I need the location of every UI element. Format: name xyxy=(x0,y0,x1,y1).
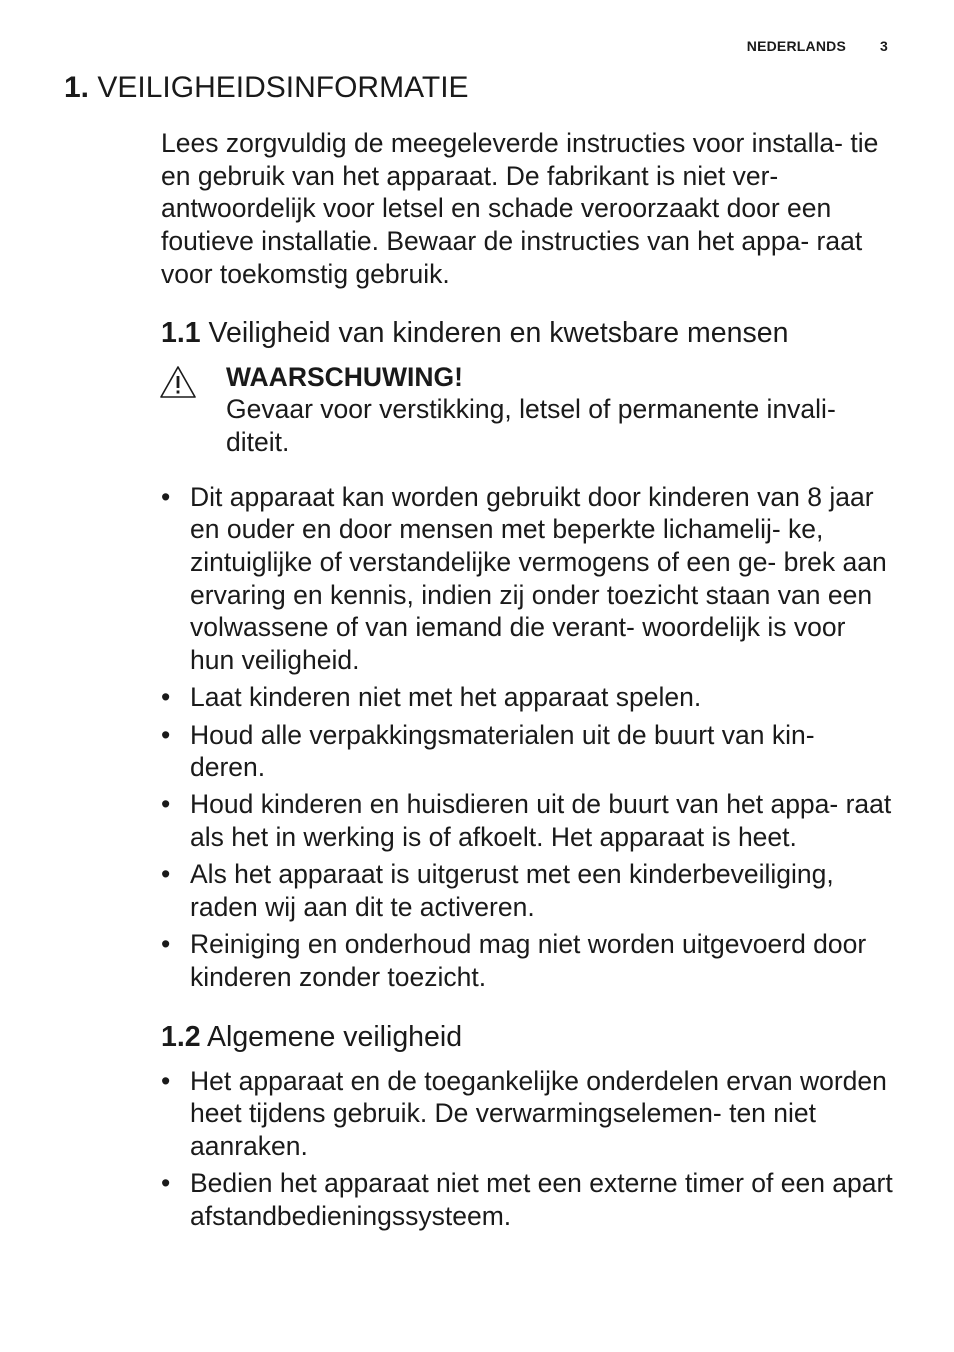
page-number: 3 xyxy=(880,38,888,54)
list-item-text: Houd kinderen en huisdieren uit de buurt van het appa- raat als het in werking is of afkoelt. Het apparaat is heet. xyxy=(190,789,892,853)
chapter-number: 1. xyxy=(64,71,90,104)
list-item-text: Het apparaat en de toegankelijke onderdelen ervan worden heet tijdens gebruik. De verwarmingselemen- ten niet aanraken. xyxy=(190,1065,887,1162)
page-header xyxy=(747,38,888,54)
list-item: • Laat kinderen niet met het apparaat spelen. xyxy=(161,682,702,713)
list-item: • Reiniging en onderhoud mag niet worden uitgevoerd door kinderen zonder toezicht. xyxy=(161,929,867,992)
section-title xyxy=(161,1020,896,1054)
section-child-safety xyxy=(161,316,896,994)
list-item: • Bedien het apparaat niet met een externe timer of een apart afstandbedieningssysteem. xyxy=(161,1168,893,1231)
list-item: • Houd kinderen en huisdieren uit de buurt van het appa- raat als het in werking is of afkoelt. Het apparaat is heet. xyxy=(161,789,892,853)
warning-box xyxy=(161,361,896,459)
header-language: NEDERLANDS xyxy=(746,38,846,54)
warning-text: Gevaar voor verstikking, letsel of permanente invali- diteit. xyxy=(226,394,836,457)
list-item-text: Reiniging en onderhoud mag niet worden uitgevoerd door kinderen zonder toezicht. xyxy=(190,929,867,992)
list-item-text: Houd alle verpakkingsmaterialen uit de buurt van kin- deren. xyxy=(190,719,815,783)
list-item-text: Dit apparaat kan worden gebruikt door kinderen van 8 jaar en ouder en door mensen met beperkte lichamelij- ke, zintuiglijke of verstandelijke vermogens of een ge- brek aan ervaring en kennis, indien zij onder toezicht staan van een volwassene of van iemand die verant- woordelijk is voor hun veiligheid. xyxy=(190,481,887,676)
list-item-text: Laat kinderen niet met het apparaat spelen. xyxy=(190,682,702,713)
section-number: 1.1 xyxy=(161,316,201,349)
bullet-list xyxy=(161,1065,896,1233)
intro-paragraph: Lees zorgvuldig de meegeleverde instructies voor installa- tie en gebruik van het apparaat. De fabrikant is niet ver- antwoordelijk voor letsel en schade veroorzaakt door een foutieve installatie. Bewaar de instructies van het appa- raat voor toekomstig gebruik. xyxy=(161,128,879,289)
chapter-title xyxy=(64,70,469,106)
list-item-text: Als het apparaat is uitgerust met een kinderbeveiliging, raden wij aan dit te activeren. xyxy=(190,859,834,923)
warning-triangle-icon xyxy=(159,365,197,399)
section-title xyxy=(161,316,896,350)
list-item: • Houd alle verpakkingsmaterialen uit de buurt van kin- deren. xyxy=(161,719,815,783)
section-general-safety xyxy=(161,1020,896,1233)
content xyxy=(161,127,896,1237)
list-item: • Het apparaat en de toegankelijke onderdelen ervan worden heet tijdens gebruik. De verwarmingselemen- ten niet aanraken. xyxy=(161,1065,887,1162)
section-number: 1.2 xyxy=(161,1020,201,1053)
section-title-text: Algemene veiligheid xyxy=(206,1020,463,1053)
section-title-text: Veiligheid van kinderen en kwetsbare mensen xyxy=(208,316,789,349)
list-item: • Dit apparaat kan worden gebruikt door kinderen van 8 jaar en ouder en door mensen met beperkte lichamelij- ke, zintuiglijke of verstandelijke vermogens of een ge- brek aan ervaring en kennis, indien zij onder toezicht staan van een volwassene of van iemand die verant- woordelijk is voor hun veiligheid. xyxy=(161,481,887,676)
chapter-title-text: VEILIGHEIDSINFORMATIE xyxy=(97,71,469,104)
warning-title: WAARSCHUWING! xyxy=(226,361,463,392)
list-item: • Als het apparaat is uitgerust met een kinderbeveiliging, raden wij aan dit te activeren. xyxy=(161,859,834,923)
bullet-list xyxy=(161,481,896,994)
list-item-text: Bedien het apparaat niet met een externe timer of een apart afstandbedieningssysteem. xyxy=(190,1168,893,1231)
